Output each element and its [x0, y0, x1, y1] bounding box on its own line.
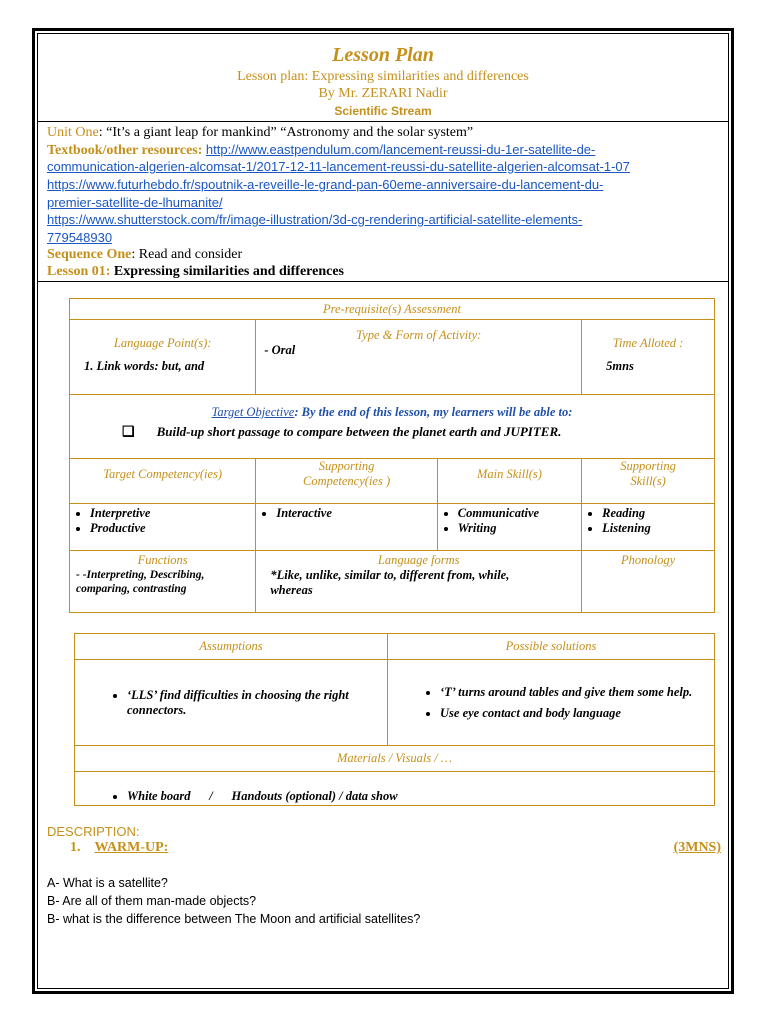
- comp-header-main-skill: Main Skill(s): [437, 459, 581, 504]
- assumptions-cell: [75, 660, 388, 746]
- warmup-number: 1.: [70, 840, 81, 855]
- unit-label: Unit One: [47, 125, 99, 140]
- list-item: • Interpretive: [90, 506, 255, 521]
- resource-link-1[interactable]: http://www.eastpendulum.com/lancement-reussi-du-1er-satellite-de-: [205, 142, 596, 157]
- info-divider: [37, 281, 729, 282]
- list-item: • Writing: [458, 521, 581, 536]
- document-title: Lesson Plan: [332, 44, 434, 66]
- resource-link-3-cont[interactable]: 779548930: [47, 230, 113, 245]
- functions-text: - -Interpreting, Describing, comparing, contrasting: [76, 569, 205, 595]
- objective-item-row: [122, 424, 714, 441]
- solutions-cell: [388, 660, 715, 746]
- list-item: • Listening: [602, 521, 714, 536]
- objective-text: : By the end of this lesson, my learners will be able to:: [294, 405, 573, 419]
- materials-cell: [75, 772, 715, 806]
- list-item: • White board / Handouts (optional) / data show: [127, 789, 714, 804]
- resource-link-2-cont[interactable]: premier-satellite-de-lhumanite/: [47, 195, 223, 210]
- activity-cell: [256, 320, 582, 395]
- warmup-label: WARM-UP:: [94, 840, 169, 855]
- warmup-heading: [70, 840, 168, 856]
- list-item: • Productive: [90, 521, 255, 536]
- list-item: • ‘T’ turns around tables and give them some help.: [440, 685, 702, 700]
- lang-point-cell: [70, 320, 256, 395]
- phonology-cell: [582, 551, 715, 613]
- time-label: Time Alloted :: [612, 336, 684, 350]
- activity-label: Type & Form of Activity:: [356, 328, 482, 342]
- resources-link-row-3: [47, 176, 727, 194]
- functions-cell: [70, 551, 256, 613]
- resources-link-row-4: [47, 194, 727, 212]
- sequence-text: : Read and consider: [131, 247, 243, 262]
- unit-line: [47, 124, 727, 141]
- resources-link-row-5: [47, 211, 727, 229]
- supporting-comp-cell: [256, 504, 437, 551]
- resources-line: [47, 141, 727, 159]
- list-item: • Reading: [602, 506, 714, 521]
- objective-line: [70, 405, 714, 420]
- assessment-header: Pre-requisite(s) Assessment: [70, 299, 715, 320]
- description-label: DESCRIPTION:: [47, 824, 140, 839]
- list-item: • Communicative: [458, 506, 581, 521]
- sequence-line: [47, 246, 727, 263]
- list-item: • ‘LLS’ find difficulties in choosing the right connectors.: [127, 688, 379, 718]
- lang-point-label: Language Point(s):: [113, 336, 212, 350]
- main-skill-cell: [437, 504, 581, 551]
- document-author: By Mr. ZERARI Nadir: [318, 86, 448, 101]
- resources-link-row-6: [47, 229, 727, 247]
- objective-cell: [70, 395, 715, 459]
- lesson-line: [47, 263, 727, 280]
- phonology-label: Phonology: [620, 553, 676, 567]
- materials-header: Materials / Visuals / …: [75, 746, 715, 772]
- lesson-text: Expressing similarities and differences: [113, 264, 344, 279]
- assumptions-table: [74, 633, 715, 806]
- lang-point-item: 1. Link words: but, and: [84, 359, 205, 373]
- resources-label: Textbook/other resources:: [47, 143, 203, 158]
- objective-label: Target Objective: [211, 405, 295, 419]
- time-value: 5mns: [606, 359, 634, 373]
- question-c: B- what is the difference between The Moon and artificial satellites?: [47, 912, 421, 926]
- question-a: A- What is a satellite?: [47, 876, 168, 890]
- warmup-time: (3MNS): [673, 840, 721, 855]
- comp-header-target: Target Competency(ies): [70, 459, 256, 504]
- header-divider: [37, 121, 729, 122]
- lesson-label: Lesson 01:: [47, 264, 111, 279]
- comp-header-supporting-skill: Supporting Skill(s): [582, 459, 715, 504]
- target-comp-cell: [70, 504, 256, 551]
- forms-cell: [256, 551, 582, 613]
- sequence-label: Sequence One: [47, 247, 132, 262]
- assessment-table: [69, 298, 715, 613]
- checkbox-icon: ❏: [122, 425, 135, 440]
- forms-label: Language forms: [377, 553, 460, 567]
- resources-link-row-2: [47, 158, 727, 176]
- assumptions-header: Assumptions: [75, 634, 388, 660]
- list-item: • Interactive: [276, 506, 436, 521]
- list-item: • Use eye contact and body language: [440, 706, 702, 721]
- resource-link-2[interactable]: https://www.futurhebdo.fr/spoutnik-a-reveille-le-grand-pan-60eme-anniversaire-du-lancement-du-: [47, 177, 604, 192]
- functions-label: Functions: [137, 553, 188, 567]
- forms-text: *Like, unlike, similar to, different from, while, whereas: [270, 568, 510, 597]
- comp-header-supporting: Supporting Competency(ies ): [256, 459, 437, 504]
- question-b: B- Are all of them man-made objects?: [47, 894, 257, 908]
- supporting-skill-cell: [582, 504, 715, 551]
- objective-item: Build-up short passage to compare between the planet earth and JUPITER.: [156, 424, 562, 439]
- resource-link-1-cont[interactable]: communication-algerien-alcomsat-1/2017-12-11-lancement-reussi-du-satellite-algerien-alcomsat-1-07: [47, 159, 630, 174]
- unit-text: : “It’s a giant leap for mankind” “Astronomy and the solar system”: [98, 125, 474, 140]
- time-cell: [582, 320, 715, 395]
- resource-link-3[interactable]: https://www.shutterstock.com/fr/image-illustration/3d-cg-rendering-artificial-satellite-elements-: [47, 212, 583, 227]
- solutions-header: Possible solutions: [388, 634, 715, 660]
- document-stream: Scientific Stream: [334, 104, 432, 118]
- document-subtitle: Lesson plan: Expressing similarities and differences: [237, 69, 529, 84]
- activity-value: - Oral: [264, 343, 296, 357]
